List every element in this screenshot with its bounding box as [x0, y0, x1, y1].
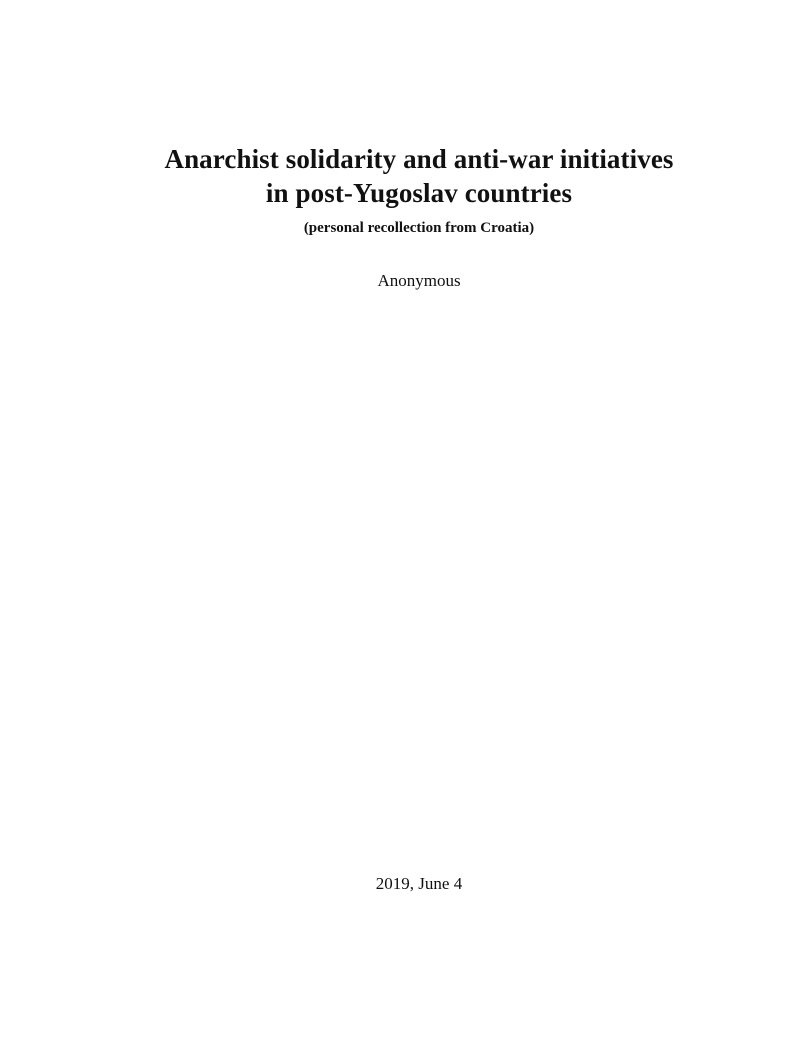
document-title: [0, 142, 799, 210]
document-subtitle: (personal recollection from Croatia): [303, 220, 535, 236]
document-date: 2019, June 4: [375, 874, 463, 893]
title-line-2: in post-Yugoslav countries: [265, 178, 573, 208]
document-author: Anonymous: [377, 271, 461, 290]
title-line-1: Anarchist solidarity and anti-war initiatives: [164, 144, 674, 174]
title-block: [0, 142, 799, 238]
